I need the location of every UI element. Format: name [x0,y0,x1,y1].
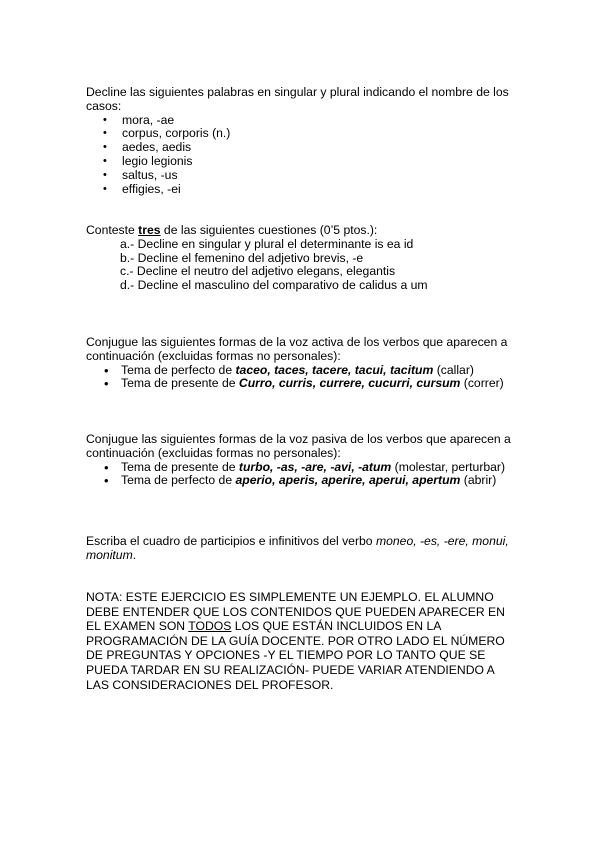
list-item [86,461,526,475]
item-prefix: Tema de presente de [121,376,239,391]
bullet-icon: • [103,113,107,126]
list-item: d.- Decline el masculino del comparativo de calidus a um [120,278,428,293]
item-suffix: (molestar, perturbar) [391,459,506,474]
item-prefix: Tema de perfecto de [121,362,236,377]
section-intro: Decline las siguientes palabras en singular y plural indicando el nombre de los casos: [86,85,509,113]
list-item-text: corpus, corporis (n.) [122,126,231,141]
list-item-text: aedes, aedis [122,140,192,155]
question-list [86,238,516,293]
list-item-text: saltus, -us [122,167,178,182]
section-active-voice [86,336,526,391]
item-suffix: (callar) [433,362,474,377]
list-item [86,114,516,128]
verb-forms: moneo, -es, -ere, monui, monitum [86,534,509,562]
bullet-icon: • [103,168,107,181]
list-item [86,183,516,197]
verb-forms: aperio, aperis, aperire, aperui, apertum [235,473,461,488]
list-item-text: legio legionis [122,153,193,168]
note-prefix: NOTA: ESTE EJERCICIO ES SIMPLEMENTE UN EJEMPLO. EL ALUMNO DEBE ENTENDER QUE LOS CONTENIDOS QUE PUEDEN APARECER EN EL EXAMEN SON [86,590,505,634]
bullet-icon: • [104,376,109,392]
list-item [86,169,516,183]
list-item: c.- Decline el neutro del adjetivo elegans, elegantis [120,264,396,279]
verb-forms: Curro, curris, currere, cucurri, cursum [238,376,461,391]
section-passive-voice [86,433,526,488]
list-item: b.- Decline el femenino del adjetivo brevis, -e [120,250,364,265]
list-item [86,141,516,155]
list-item [86,155,516,169]
bullet-icon: • [103,127,107,140]
list-item-text: mora, -ae [122,112,175,127]
note-emphasis: TODOS [188,619,232,634]
item-prefix: Tema de presente de [121,459,239,474]
section-intro: Conjugue las siguientes formas de la voz pasiva de los verbos que aparecen a continuación (excluidas formas no personales): [86,432,511,460]
note-suffix: LOS QUE ESTÁN INCLUIDOS EN LA PROGRAMACIÓN DE LA GUÍA DOCENTE. POR OTRO LADO EL NÚMERO DE PREGUNTAS Y OPCIONES -Y EL TIEMPO POR LO TANTO QUE SE PUEDA TARDAR EN SU REALIZACIÓN- PUEDE VARIAR ATENDIENDO A LAS CONSIDERACIONES DEL PROFESOR. [86,619,505,692]
item-suffix: (abrir) [460,473,497,488]
list-item [86,364,526,378]
list-item-text: effigies, -ei [122,181,181,196]
bullet-icon: • [104,473,109,489]
section-note [86,590,518,692]
bullet-icon: • [104,362,109,378]
item-prefix: Tema de perfecto de [121,473,236,488]
section-decline-words [86,86,516,196]
verb-forms: taceo, taces, tacere, tacui, tacitum [235,362,434,377]
intro-text: de las siguientes cuestiones (0’5 ptos.): [160,223,378,237]
text-suffix: . [132,547,137,562]
section-participles [86,535,518,563]
word-list [86,114,516,197]
section-intro: Conjugue las siguientes formas de la voz activa de los verbos que aparecen a continuación (excluidas formas no personales): [86,335,508,363]
section-intro [86,224,516,238]
text-prefix: Escriba el cuadro de participios e infinitivos del verbo [86,534,376,548]
intro-text: Conteste [86,223,139,237]
verb-forms: turbo, -as, -are, -avi, -atum [238,459,392,474]
section-answer-three [86,224,516,293]
bullet-icon: • [103,182,107,195]
list-item [86,474,526,488]
intro-emphasis: tres [138,223,161,237]
bullet-icon: • [103,141,107,154]
bullet-icon: • [103,154,107,167]
list-item [86,127,516,141]
note-text [86,590,518,692]
verb-list [86,461,526,489]
bullet-icon: • [104,459,109,475]
verb-list [86,364,526,392]
section-text [86,535,518,563]
list-item [86,377,526,391]
list-item: a.- Decline en singular y plural el determinante is ea id [120,236,414,251]
item-suffix: (correr) [460,376,504,391]
